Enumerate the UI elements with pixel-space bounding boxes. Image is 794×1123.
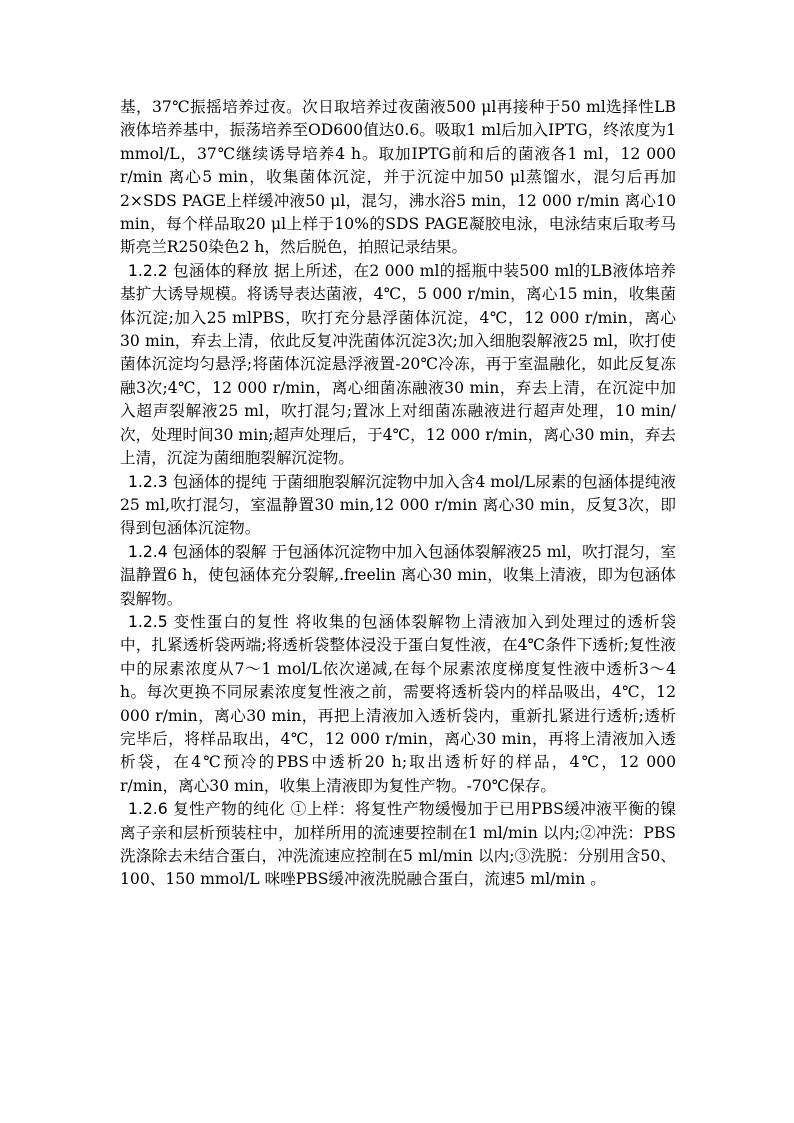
section-1-2-6 — [120, 798, 676, 892]
section-heading: 1.2.3 包涵体的提纯 — [128, 472, 272, 491]
paragraph-text: 基，37℃振摇培养过夜。次日取培养过夜菌液500 μl再接种于50 ml选择性LB液体培养基中，振荡培养至OD600值达0.6。吸取1 ml后加入IPTG，终浓度为1 mmol/L，37℃继续诱导培养4 h。取加IPTG前和后的菌液各1 ml，12 000 r/min 离心5 min，收集菌体沉淀，并于沉淀中加50 μl蒸馏水，混匀后再加2×SDS PAGE上样缓冲液50 μl，混匀，沸水浴5 min，12 000 r/min 离心10 min，每个样品取20 μl上样于10%的SDS PAGE凝胶电泳，电泳结束后取考马斯亮兰R250染色2 h，然后脱色，拍照记录结果。 — [120, 98, 676, 257]
section-text: 将收集的包涵体裂解物上清液加入到处理过的透析袋中，扎紧透析袋两端;将透析袋整体浸没于蛋白复性液，在4℃条件下透析;复性液中的尿素浓度从7～1 mol/L依次递减,在每个尿素浓度梯度复性液中透析3～4 h。每次更换不同尿素浓度复性液之前，需要将透析袋内的样品吸出，4℃，12 000 r/min，离心30 min，再把上清液加入透析袋内，重新扎紧进行透析;透析完毕后，将样品取出，4℃，12 000 r/min，离心30 min，再将上清液加入透析袋，在4℃预冷的PBS中透析20 h;取出透析好的样品，4℃，12 000 r/min，离心30 min，收集上清液即为复性产物。-70℃保存。 — [120, 612, 676, 795]
section-text: 于菌细胞裂解沉淀物中加入含4 mol/L尿素的包涵体提纯液25 ml,吹打混匀，室温静置30 min,12 000 r/min 离心30 min，反复3次，即得到包涵体沉淀物。 — [120, 472, 676, 538]
section-heading: 1.2.6 复性产物的纯化 — [128, 800, 291, 819]
section-heading: 1.2.4 包涵体的裂解 — [128, 542, 272, 561]
document-page — [120, 96, 676, 892]
section-text: ①上样：将复性产物缓慢加于已用PBS缓冲液平衡的镍离子亲和层析预装柱中，加样所用的流速要控制在1 ml/min 以内;②冲洗：PBS洗涤除去未结合蛋白，冲洗流速应控制在5 ml/min 以内;③洗脱：分别用含50、100、150 mmol/L 咪唑PBS缓冲液洗脱融合蛋白，流速5 ml/min 。 — [120, 800, 676, 889]
section-1-2-2 — [120, 260, 676, 471]
section-1-2-5 — [120, 611, 676, 798]
section-1-2-3 — [120, 471, 676, 541]
section-heading: 1.2.5 变性蛋白的复性 — [128, 612, 296, 631]
section-1-2-4 — [120, 541, 676, 611]
section-text: 据上所述，在2 000 ml的摇瓶中装500 ml的LB液体培养基扩大诱导规模。将诱导表达菌液，4℃，5 000 r/min，离心15 min，收集菌体沉淀;加入25 mlPBS，吹打充分悬浮菌体沉淀，4℃，12 000 r/min，离心30 min，弃去上清，依此反复冲洗菌体沉淀3次;加入细胞裂解液25 ml，吹打使菌体沉淀均匀悬浮;将菌体沉淀悬浮液置-20℃冷冻，再于室温融化，如此反复冻融3次;4℃，12 000 r/min，离心细菌冻融液30 min，弃去上清，在沉淀中加入超声裂解液25 ml，吹打混匀;置冰上对细菌冻融液进行超声处理，10 min/次，处理时间30 min;超声处理后，于4℃，12 000 r/min，离心30 min，弃去上清，沉淀为菌细胞裂解沉淀物。 — [120, 261, 677, 468]
section-text: 于包涵体沉淀物中加入包涵体裂解液25 ml，吹打混匀，室温静置6 h，使包涵体充分裂解,.freelin 离心30 min，收集上清液，即为包涵体裂解物。 — [120, 542, 676, 608]
paragraph-intro — [120, 96, 676, 260]
section-heading: 1.2.2 包涵体的释放 — [128, 261, 274, 280]
